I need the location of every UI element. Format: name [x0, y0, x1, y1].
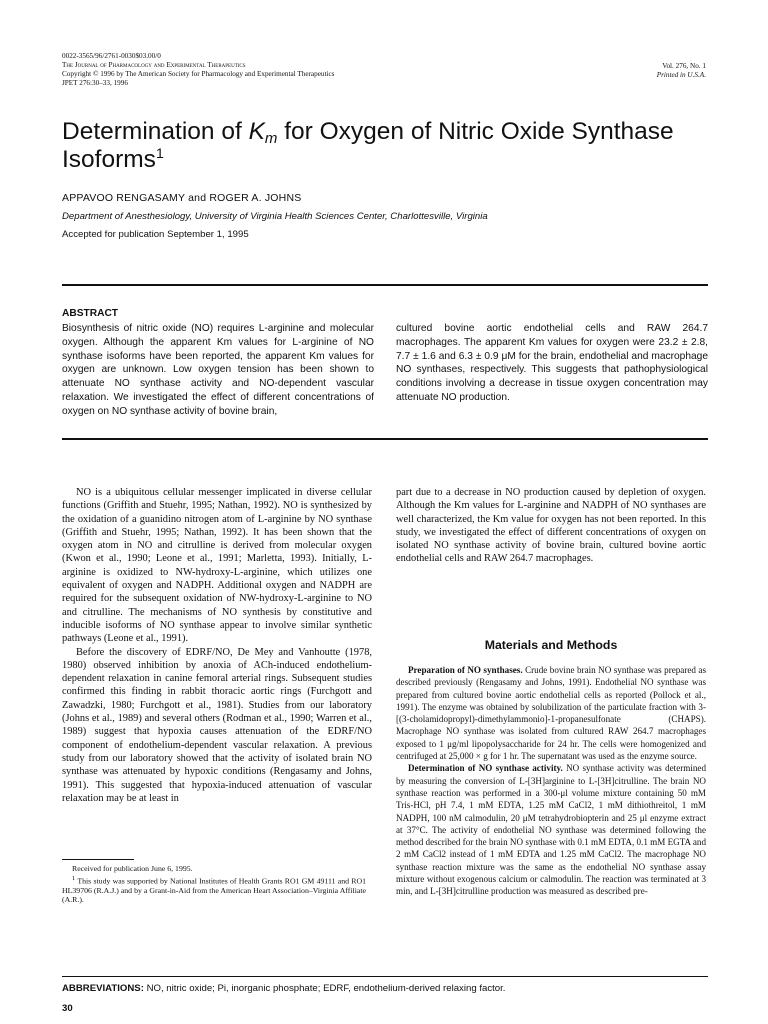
body-right-column: [396, 486, 706, 566]
methods-section: [396, 620, 706, 898]
manuscript-code: 0022-3565/96/2761-0030$03.00/0: [62, 52, 161, 60]
copyright-line: Copyright © 1996 by The American Society for Pharmacology and Experimental Therapeutics: [62, 70, 335, 78]
intro-paragraph-2: Before the discovery of EDRF/NO, De Mey and Vanhoutte (1978, 1980) observed inhibition by anoxia of ACh-induced endothelium-dependent relaxation in canine femoral arterial rings. Subsequent studies confirmed this finding in rabbit thoracic aortic rings (Furchgott and Zawadzki, 1980; Furchgott et al., 1981). Studies from our laboratory (Johns et al., 1989) and several others (Rodman et al., 1990; Warren et al., 1989) suggest that hypoxia causes attenuation of the EDRF/NO component of endothelium-dependent vascular relaxation. A previous study from our laboratory showed that the activity of isolated brain NO synthase was attenuated by hypoxic conditions (Rengasamy and Johns, 1991). This suggested that hypoxia-induced attenuation of vascular relaxation may be at least in: [62, 646, 372, 804]
abstract-right-column: cultured bovine aortic endothelial cells and RAW 264.7 macrophages. The apparent Km values for oxygen were 23.2 ± 2.8, 7.7 ± 1.6 and 6.3 ± 0.9 μM for the brain, endothelial and macrophage NO synthases, respectively. This suggests that pathophysiological conditions involving a decrease in tissue oxygen concentration may attenuate NO production.: [396, 323, 708, 403]
accepted-date: Accepted for publication September 1, 1995: [62, 229, 249, 240]
subheading-preparation: Preparation of NO synthases.: [408, 665, 523, 675]
page-number: 30: [62, 1003, 73, 1014]
abbreviations-label: ABBREVIATIONS:: [62, 983, 144, 994]
abstract-bottom-rule: [62, 438, 708, 440]
title-footnote-mark: 1: [155, 145, 164, 161]
funding-text: This study was supported by National Institutes of Health Grants RO1 GM 49111 and RO1 HL39706 (R.A.J.) and by a Grant-in-Aid from the American Heart Association–Virginia Affiliate (A.R.).: [62, 876, 366, 905]
footnotes: [62, 864, 366, 905]
received-note: Received for publication June 6, 1995.: [72, 864, 193, 873]
intro-paragraph-3: part due to a decrease in NO production caused by depletion of oxygen. Although the Km values for L-arginine and NADPH of NO synthases are well characterized, the Km value for oxygen has not been reported. In this study, we investigated the effect of different concentrations of oxygen on isolated NO synthase activity of bovine brain, cultured bovine aortic endothelial cells and RAW 264.7 macrophages.: [396, 487, 706, 565]
abstract-heading: ABSTRACT: [62, 308, 119, 319]
title-text-1: Determination of: [62, 118, 249, 145]
intro-paragraph-1: NO is a ubiquitous cellular messenger implicated in diverse cellular functions (Griffith and Stuehr, 1995; Nathan, 1992). NO is synthesized by the oxidation of a guanidino nitrogen atom of L-arginine by NO synthase (Griffith and Stuehr, 1995; Nathan, 1992). It has been shown that the oxygen atom in NO and citrulline is derived from molecular oxygen (Kwon et al., 1990; Leone et al., 1991; Marletta, 1993). Initially, L-arginine is oxidized to NW-hydroxy-L-arginine, which utilizes one equivalent of oxygen and NADPH. Additional oxygen and NADPH are required for the subsequent oxidation of NW-hydroxy-L-arginine to NO and citrulline. The mechanisms of NO synthesis by constitutive and inducible isoforms of NO synthase appear to involve similar synthetic pathways (Leone et al., 1991).: [62, 487, 372, 645]
authors: APPAVOO RENGASAMY and ROGER A. JOHNS: [62, 192, 302, 204]
affiliation: Department of Anesthesiology, University of Virginia Health Sciences Center, Charlottesville, Virginia: [62, 211, 488, 222]
volume-block: [657, 62, 706, 80]
abstract-left-column: Biosynthesis of nitric oxide (NO) requires L-arginine and molecular oxygen. Although the apparent Km values for L-arginine of NO synthase isoforms have been reported, the apparent Km values for oxygen are unknown. Low oxygen tension has been shown to attenuate NO synthase activity and NO-dependent vascular relaxation. We investigated the effect of different concentrations of oxygen on NO synthase activity of bovine brain,: [62, 323, 374, 417]
running-header: [62, 52, 562, 88]
printed-line: Printed in U.S.A.: [656, 71, 706, 79]
abstract-top-rule: [62, 284, 708, 286]
funding-note: [62, 874, 366, 905]
section-heading-methods: Materials and Methods: [484, 638, 618, 652]
activity-text: NO synthase activity was determined by measuring the conversion of L-[3H]arginine to L-[3H]citrulline. The brain NO synthase reaction was performed in a 300-μl volume mixture containing 50 mM Tris-HCl, pH 7.4, 1 mM EDTA, 1.25 mM CaCl2, 1 mM dithiothreitol, 1 mM NADPH, 100 nM calmodulin, 20 μM tetrahydrobiopterin and 25 μl enzyme extract at 37°C. The activity of endothelial NO synthase was determined following the method described for the brain NO synthase with 0.1 mM EDTA, 0.1 mM EGTA and 2 mM CaCl2 instead of 1 mM EDTA and 1.25 mM CaCl2. The macrophage NO synthase reaction mixture was the same as the endothelial NO synthase assay mixture without exogenous calcium or calmodulin. The reaction was terminated at 3 min, and L-[3H]citrulline production was measured as described pre-: [396, 763, 707, 897]
paper-title: [62, 118, 722, 174]
methods-paragraph-activity: [396, 762, 706, 897]
title-m-subscript: m: [264, 130, 278, 147]
preparation-text: Crude bovine brain NO synthase was prepared as described previously (Rengasamy and Johns, 1991). Endothelial NO synthase was prepared from cultured bovine aortic endothelial cells as reported (Pollock et al., 1991). The enzyme was obtained by solubilization of the particulate fraction with 3-[(3-cholamidopropyl)-dimethylammonio]-1-propanesulfonate (CHAPS). Macrophage NO synthase was isolated from cultured RAW 264.7 macrophages exposed to 1 μg/ml lipopolysaccharide for 24 hr. The cells were homogenized and centrifuged at 25,000 × g for 1 hr. The supernatant was used as the enzyme source.: [396, 665, 706, 762]
abbreviations-text: NO, nitric oxide; Pi, inorganic phosphate; EDRF, endothelium-derived relaxing factor.: [143, 983, 506, 994]
journal-name: The Journal of Pharmacology and Experimental Therapeutics: [62, 61, 246, 69]
subheading-activity: Determination of NO synthase activity.: [408, 763, 563, 774]
footnote-mark: 1: [72, 874, 76, 882]
citation-line: JPET 276:30–33, 1996: [62, 79, 128, 87]
footnote-rule: [62, 859, 134, 860]
abbreviations: [62, 983, 505, 994]
body-left-column: [62, 486, 372, 805]
volume-line: Vol. 276, No. 1: [662, 62, 706, 70]
title-k-symbol: K: [248, 118, 265, 145]
abbreviations-rule: [62, 976, 708, 977]
title-text-2: for Oxygen of Nitric Oxide Synthase Isoforms: [62, 118, 674, 173]
methods-paragraph-preparation: [396, 664, 706, 762]
